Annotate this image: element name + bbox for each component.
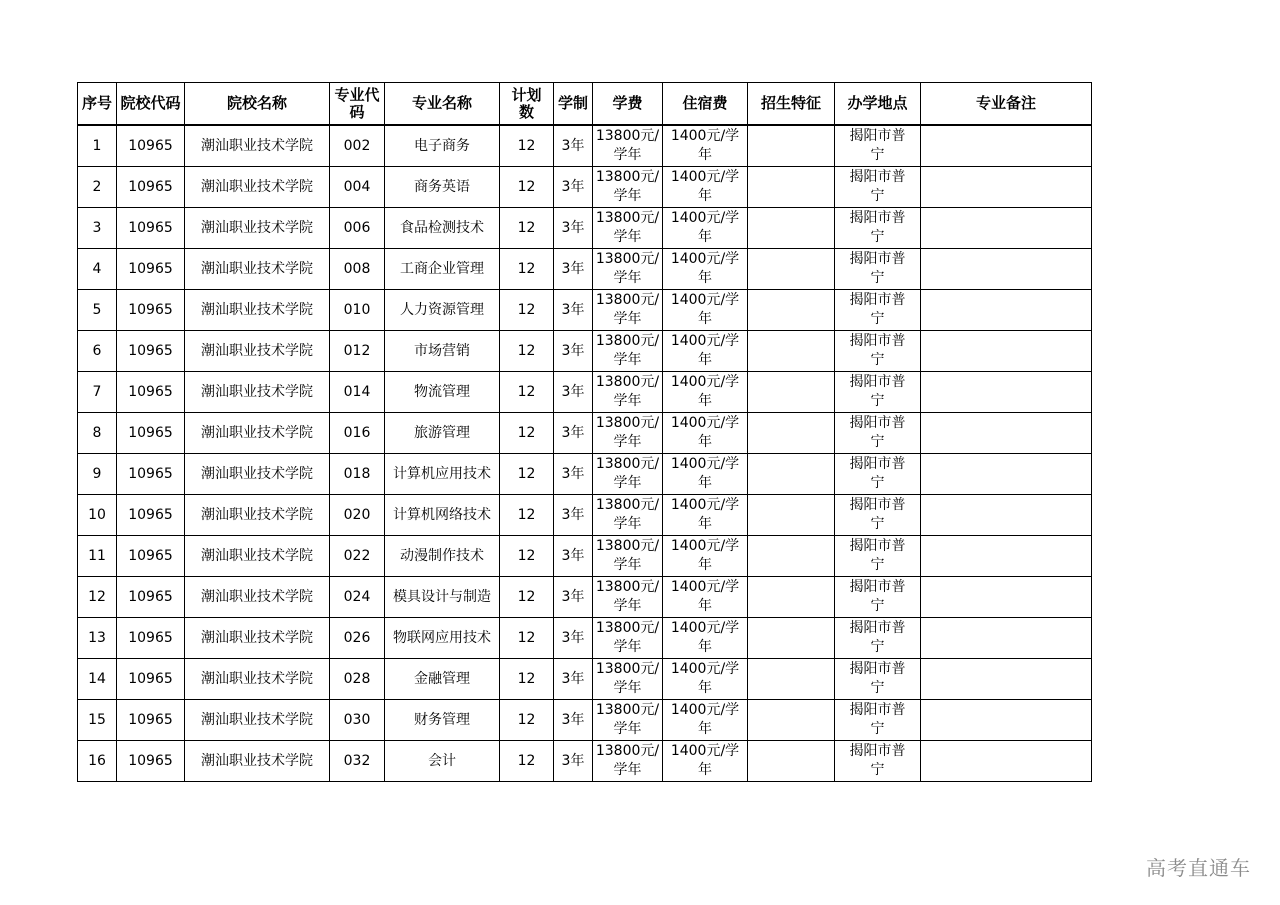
table-row (78, 290, 1092, 331)
cell-major-code: 030 (330, 700, 385, 741)
cell-school-code: 10965 (117, 700, 185, 741)
cell-no: 14 (78, 659, 117, 700)
cell-plan: 12 (500, 290, 554, 331)
cell-major-name: 人力资源管理 (385, 290, 500, 331)
cell-tuition: 13800元/学年 (593, 290, 663, 331)
cell-plan: 12 (500, 413, 554, 454)
cell-major-code: 012 (330, 331, 385, 372)
cell-school-code: 10965 (117, 741, 185, 782)
cell-no: 16 (78, 741, 117, 782)
cell-major-name: 模具设计与制造 (385, 577, 500, 618)
cell-plan: 12 (500, 618, 554, 659)
cell-plan: 12 (500, 167, 554, 208)
cell-no: 12 (78, 577, 117, 618)
cell-plan: 12 (500, 454, 554, 495)
cell-location: 揭阳市普宁 (835, 659, 921, 700)
cell-note (921, 700, 1092, 741)
cell-tuition: 13800元/学年 (593, 372, 663, 413)
cell-no: 1 (78, 125, 117, 167)
cell-major-code: 020 (330, 495, 385, 536)
cell-tuition: 13800元/学年 (593, 125, 663, 167)
cell-location: 揭阳市普宁 (835, 495, 921, 536)
cell-plan: 12 (500, 249, 554, 290)
cell-tuition: 13800元/学年 (593, 249, 663, 290)
cell-school-code: 10965 (117, 659, 185, 700)
cell-major-code: 010 (330, 290, 385, 331)
cell-note (921, 290, 1092, 331)
cell-no: 10 (78, 495, 117, 536)
cell-no: 6 (78, 331, 117, 372)
cell-feature (748, 741, 835, 782)
cell-note (921, 495, 1092, 536)
cell-major-name: 计算机网络技术 (385, 495, 500, 536)
cell-years: 3年 (554, 454, 593, 495)
cell-school-name: 潮汕职业技术学院 (185, 331, 330, 372)
cell-note (921, 659, 1092, 700)
table-row (78, 741, 1092, 782)
cell-location: 揭阳市普宁 (835, 577, 921, 618)
cell-school-name: 潮汕职业技术学院 (185, 577, 330, 618)
cell-school-code: 10965 (117, 413, 185, 454)
cell-dorm: 1400元/学年 (663, 536, 748, 577)
cell-plan: 12 (500, 659, 554, 700)
cell-major-name: 商务英语 (385, 167, 500, 208)
cell-tuition: 13800元/学年 (593, 454, 663, 495)
cell-plan: 12 (500, 495, 554, 536)
cell-school-code: 10965 (117, 249, 185, 290)
cell-school-code: 10965 (117, 577, 185, 618)
table-row (78, 618, 1092, 659)
cell-years: 3年 (554, 618, 593, 659)
cell-years: 3年 (554, 290, 593, 331)
cell-school-code: 10965 (117, 536, 185, 577)
cell-dorm: 1400元/学年 (663, 700, 748, 741)
cell-tuition: 13800元/学年 (593, 331, 663, 372)
table-row (78, 331, 1092, 372)
cell-dorm: 1400元/学年 (663, 495, 748, 536)
cell-major-code: 022 (330, 536, 385, 577)
table-row (78, 577, 1092, 618)
cell-school-code: 10965 (117, 167, 185, 208)
cell-location: 揭阳市普宁 (835, 208, 921, 249)
cell-major-code: 014 (330, 372, 385, 413)
cell-years: 3年 (554, 372, 593, 413)
cell-major-name: 物流管理 (385, 372, 500, 413)
cell-no: 2 (78, 167, 117, 208)
cell-location: 揭阳市普宁 (835, 125, 921, 167)
cell-feature (748, 659, 835, 700)
cell-plan: 12 (500, 372, 554, 413)
cell-years: 3年 (554, 208, 593, 249)
cell-school-name: 潮汕职业技术学院 (185, 372, 330, 413)
table-row (78, 536, 1092, 577)
cell-major-code: 016 (330, 413, 385, 454)
cell-school-code: 10965 (117, 208, 185, 249)
cell-location: 揭阳市普宁 (835, 741, 921, 782)
cell-years: 3年 (554, 249, 593, 290)
cell-note (921, 208, 1092, 249)
cell-major-name: 旅游管理 (385, 413, 500, 454)
cell-years: 3年 (554, 536, 593, 577)
cell-dorm: 1400元/学年 (663, 372, 748, 413)
cell-dorm: 1400元/学年 (663, 290, 748, 331)
header-row (78, 83, 1092, 126)
col-header-years: 学制 (554, 83, 593, 126)
cell-school-name: 潮汕职业技术学院 (185, 495, 330, 536)
col-header-no: 序号 (78, 83, 117, 126)
cell-dorm: 1400元/学年 (663, 618, 748, 659)
cell-school-code: 10965 (117, 495, 185, 536)
cell-major-code: 026 (330, 618, 385, 659)
cell-school-name: 潮汕职业技术学院 (185, 208, 330, 249)
cell-location: 揭阳市普宁 (835, 454, 921, 495)
col-header-feature: 招生特征 (748, 83, 835, 126)
cell-location: 揭阳市普宁 (835, 331, 921, 372)
cell-major-code: 028 (330, 659, 385, 700)
cell-tuition: 13800元/学年 (593, 659, 663, 700)
cell-school-code: 10965 (117, 372, 185, 413)
cell-years: 3年 (554, 167, 593, 208)
cell-major-name: 财务管理 (385, 700, 500, 741)
cell-location: 揭阳市普宁 (835, 536, 921, 577)
col-header-major-code: 专业代码 (330, 83, 385, 126)
table-row (78, 700, 1092, 741)
cell-major-code: 006 (330, 208, 385, 249)
cell-years: 3年 (554, 659, 593, 700)
cell-feature (748, 372, 835, 413)
cell-feature (748, 167, 835, 208)
cell-tuition: 13800元/学年 (593, 495, 663, 536)
col-header-major-name: 专业名称 (385, 83, 500, 126)
cell-plan: 12 (500, 741, 554, 782)
table-row (78, 659, 1092, 700)
cell-major-code: 032 (330, 741, 385, 782)
cell-major-name: 食品检测技术 (385, 208, 500, 249)
cell-school-name: 潮汕职业技术学院 (185, 167, 330, 208)
cell-feature (748, 331, 835, 372)
table-row (78, 495, 1092, 536)
cell-no: 8 (78, 413, 117, 454)
cell-location: 揭阳市普宁 (835, 618, 921, 659)
cell-plan: 12 (500, 208, 554, 249)
cell-major-code: 002 (330, 125, 385, 167)
cell-feature (748, 536, 835, 577)
cell-no: 9 (78, 454, 117, 495)
cell-location: 揭阳市普宁 (835, 249, 921, 290)
cell-school-code: 10965 (117, 618, 185, 659)
cell-note (921, 741, 1092, 782)
cell-no: 13 (78, 618, 117, 659)
cell-tuition: 13800元/学年 (593, 536, 663, 577)
cell-feature (748, 618, 835, 659)
cell-major-code: 018 (330, 454, 385, 495)
cell-plan: 12 (500, 331, 554, 372)
cell-location: 揭阳市普宁 (835, 372, 921, 413)
cell-years: 3年 (554, 125, 593, 167)
cell-school-code: 10965 (117, 454, 185, 495)
col-header-school-code: 院校代码 (117, 83, 185, 126)
cell-years: 3年 (554, 577, 593, 618)
cell-school-name: 潮汕职业技术学院 (185, 454, 330, 495)
cell-school-name: 潮汕职业技术学院 (185, 536, 330, 577)
cell-dorm: 1400元/学年 (663, 454, 748, 495)
col-header-tuition: 学费 (593, 83, 663, 126)
cell-location: 揭阳市普宁 (835, 290, 921, 331)
cell-dorm: 1400元/学年 (663, 331, 748, 372)
cell-major-name: 物联网应用技术 (385, 618, 500, 659)
cell-note (921, 536, 1092, 577)
table-row (78, 125, 1092, 167)
table-row (78, 413, 1092, 454)
cell-note (921, 454, 1092, 495)
cell-major-code: 008 (330, 249, 385, 290)
cell-note (921, 167, 1092, 208)
cell-dorm: 1400元/学年 (663, 249, 748, 290)
cell-feature (748, 700, 835, 741)
cell-major-name: 电子商务 (385, 125, 500, 167)
cell-major-name: 工商企业管理 (385, 249, 500, 290)
cell-school-name: 潮汕职业技术学院 (185, 125, 330, 167)
cell-years: 3年 (554, 741, 593, 782)
cell-years: 3年 (554, 331, 593, 372)
cell-tuition: 13800元/学年 (593, 413, 663, 454)
table-row (78, 249, 1092, 290)
cell-feature (748, 454, 835, 495)
cell-feature (748, 413, 835, 454)
cell-major-name: 会计 (385, 741, 500, 782)
cell-school-name: 潮汕职业技术学院 (185, 618, 330, 659)
table-row (78, 208, 1092, 249)
table-row (78, 167, 1092, 208)
table-body (78, 125, 1092, 782)
table-row (78, 372, 1092, 413)
col-header-school-name: 院校名称 (185, 83, 330, 126)
cell-location: 揭阳市普宁 (835, 700, 921, 741)
col-header-plan: 计划数 (500, 83, 554, 126)
cell-school-code: 10965 (117, 331, 185, 372)
cell-school-name: 潮汕职业技术学院 (185, 700, 330, 741)
cell-school-code: 10965 (117, 290, 185, 331)
cell-school-name: 潮汕职业技术学院 (185, 741, 330, 782)
cell-major-code: 024 (330, 577, 385, 618)
cell-note (921, 618, 1092, 659)
cell-feature (748, 208, 835, 249)
cell-dorm: 1400元/学年 (663, 125, 748, 167)
cell-dorm: 1400元/学年 (663, 741, 748, 782)
cell-plan: 12 (500, 700, 554, 741)
cell-no: 11 (78, 536, 117, 577)
cell-major-name: 动漫制作技术 (385, 536, 500, 577)
cell-tuition: 13800元/学年 (593, 577, 663, 618)
cell-no: 4 (78, 249, 117, 290)
cell-major-code: 004 (330, 167, 385, 208)
cell-years: 3年 (554, 413, 593, 454)
cell-no: 5 (78, 290, 117, 331)
watermark: 高考直通车 (1146, 856, 1251, 880)
cell-plan: 12 (500, 577, 554, 618)
cell-feature (748, 495, 835, 536)
cell-feature (748, 577, 835, 618)
cell-tuition: 13800元/学年 (593, 208, 663, 249)
cell-dorm: 1400元/学年 (663, 208, 748, 249)
cell-years: 3年 (554, 700, 593, 741)
cell-school-name: 潮汕职业技术学院 (185, 290, 330, 331)
cell-major-name: 计算机应用技术 (385, 454, 500, 495)
cell-tuition: 13800元/学年 (593, 700, 663, 741)
cell-tuition: 13800元/学年 (593, 167, 663, 208)
cell-dorm: 1400元/学年 (663, 577, 748, 618)
cell-school-code: 10965 (117, 125, 185, 167)
cell-tuition: 13800元/学年 (593, 741, 663, 782)
cell-school-name: 潮汕职业技术学院 (185, 659, 330, 700)
cell-no: 15 (78, 700, 117, 741)
cell-no: 7 (78, 372, 117, 413)
table-row (78, 454, 1092, 495)
cell-note (921, 413, 1092, 454)
cell-feature (748, 249, 835, 290)
cell-feature (748, 290, 835, 331)
cell-school-name: 潮汕职业技术学院 (185, 249, 330, 290)
cell-note (921, 372, 1092, 413)
col-header-dorm: 住宿费 (663, 83, 748, 126)
cell-note (921, 125, 1092, 167)
cell-feature (748, 125, 835, 167)
cell-dorm: 1400元/学年 (663, 659, 748, 700)
cell-dorm: 1400元/学年 (663, 413, 748, 454)
cell-school-name: 潮汕职业技术学院 (185, 413, 330, 454)
cell-dorm: 1400元/学年 (663, 167, 748, 208)
cell-note (921, 577, 1092, 618)
cell-note (921, 249, 1092, 290)
col-header-note: 专业备注 (921, 83, 1092, 126)
cell-major-name: 市场营销 (385, 331, 500, 372)
enrollment-plan-table (77, 82, 1092, 782)
cell-no: 3 (78, 208, 117, 249)
cell-plan: 12 (500, 125, 554, 167)
cell-plan: 12 (500, 536, 554, 577)
cell-major-name: 金融管理 (385, 659, 500, 700)
cell-years: 3年 (554, 495, 593, 536)
cell-location: 揭阳市普宁 (835, 413, 921, 454)
cell-note (921, 331, 1092, 372)
cell-location: 揭阳市普宁 (835, 167, 921, 208)
col-header-location: 办学地点 (835, 83, 921, 126)
cell-tuition: 13800元/学年 (593, 618, 663, 659)
